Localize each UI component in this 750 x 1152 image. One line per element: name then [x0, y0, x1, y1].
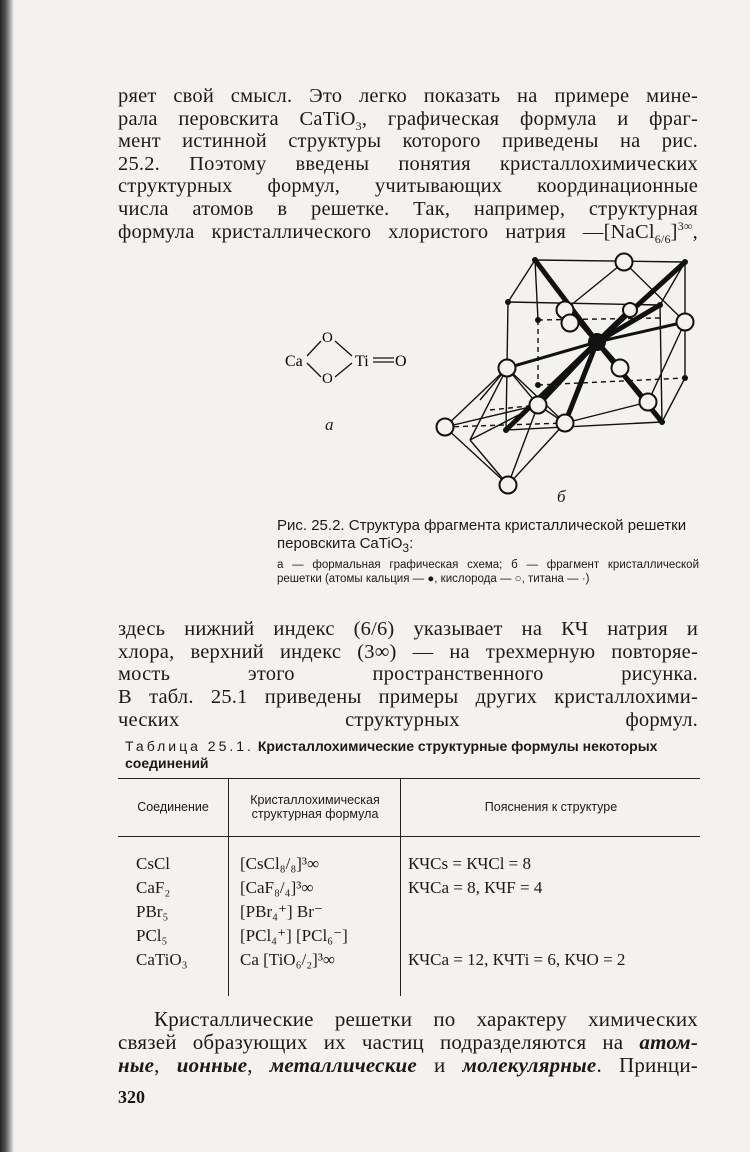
- p3-line-2: ческих структурных формул.: [118, 708, 698, 731]
- table-cell-compound: PBr₅: [136, 902, 169, 921]
- p1-line-5: структурных формул, учитывающих координационные: [118, 175, 698, 198]
- p4-sep-3: и: [416, 1053, 463, 1077]
- figure-caption-note: а — формальная графическая схема; б — фрагмент кристаллической решетки (атомы кальция — ●, кислорода — ○, титана — ·): [277, 559, 699, 585]
- table-caption: [125, 738, 700, 772]
- calcium-atom: [588, 333, 606, 351]
- paragraph-4: [118, 1008, 698, 1077]
- p4-term-metallic: металлические: [269, 1053, 417, 1077]
- p4-sep-2: ,: [247, 1053, 270, 1077]
- table-cell-formula: Ca [TiO₆/₂]³∞: [240, 950, 336, 969]
- figure-label-b: б: [557, 487, 566, 506]
- formula-table: [118, 778, 700, 996]
- p1-sub: 3: [355, 118, 362, 133]
- table-cell-compound: PCl₅: [136, 926, 168, 945]
- table-header-rule: [118, 836, 700, 837]
- caption-title-text: Рис. 25.2. Структура фрагмента кристаллической решетки перовскита CaTiO: [277, 517, 687, 552]
- p4-term-atom-end: ные: [118, 1053, 155, 1077]
- table-caption-number: Таблица 25.1.: [125, 738, 254, 754]
- table-cell-formula: [CaF₈/₄]³∞: [240, 878, 314, 897]
- table-cell-formula: [CsCl₈/₈]³∞: [240, 854, 320, 873]
- formula-o-top: O: [322, 330, 333, 346]
- formula-o-bottom: O: [322, 371, 333, 387]
- crystal-structure-diagram: [430, 250, 700, 510]
- caption-title-sub: 3: [402, 541, 410, 555]
- table-header-notes: Пояснения к структуре: [484, 800, 618, 814]
- p1-line-7: [118, 218, 698, 246]
- table-cell-note: КЧCa = 12, КЧTi = 6, КЧO = 2: [408, 950, 626, 969]
- p4-line-2: [118, 1031, 698, 1054]
- table-header-compound: Соединение: [137, 800, 209, 814]
- table-cell-compound: CsCl: [136, 854, 171, 873]
- p4-line-3: [118, 1054, 698, 1077]
- p2-line-3: мость этого пространственного рисунка.: [118, 663, 698, 686]
- formula-a-diagram: [282, 325, 422, 435]
- nacl-sup: 3∞: [677, 218, 693, 233]
- formula-ca: Ca: [285, 353, 303, 370]
- p1-line-3: мент истинной структуры которого приведены на рис.: [118, 130, 698, 153]
- paragraph-2: [118, 618, 698, 686]
- formula-o-right: O: [395, 353, 407, 370]
- p4-term-atom: атом-: [639, 1030, 699, 1054]
- p1-line-4: 25.2. Поэтому введены понятия кристаллохимических: [118, 152, 698, 175]
- table-cell-note: КЧCs = КЧCl = 8: [408, 854, 532, 873]
- caption-title-tail: :: [409, 535, 414, 552]
- p2-line-2: хлора, верхний индекс (3∞) — на трехмерную повторяе-: [118, 640, 698, 663]
- p1-line-1: ряет свой смысл. Это легко показать на примере мине-: [118, 85, 698, 107]
- p4-sep-1: ,: [154, 1053, 177, 1077]
- p1-l7-tail: ,: [692, 220, 698, 243]
- page-number: 320: [118, 1087, 145, 1107]
- table-cell-compound: CaTiO₃: [136, 950, 188, 969]
- table-cell-note: КЧCa = 8, КЧF = 4: [408, 878, 543, 897]
- p4-line-1: Кристаллические решетки по характеру химических: [154, 1007, 698, 1031]
- page-spine-shadow: [0, 0, 14, 1152]
- table-header-formula: Кристаллохимическая структурная формула: [250, 793, 380, 821]
- p4-tail: . Принци-: [596, 1053, 699, 1077]
- table-cell-formula: [PCl₄⁺] [PCl₆⁻]: [240, 926, 348, 945]
- p1-l2-head: рала перовскита CaTiO: [118, 107, 356, 130]
- table-cell-formula: [PBr₄⁺] Br⁻: [240, 902, 323, 921]
- paragraph-3: [118, 686, 698, 731]
- p1-l2-tail: , графическая формула и фраг-: [361, 107, 698, 130]
- p4-term-ionic: ионные: [176, 1053, 248, 1077]
- p4-l2-text: связей образующих их частиц подразделяются на: [118, 1030, 624, 1054]
- table-caption-title: Кристаллохимические структурные формулы некоторых соединений: [125, 738, 658, 771]
- formula-ti: Ti: [355, 353, 369, 370]
- table-cell-compound: CaF₂: [136, 878, 171, 897]
- nacl-sub: 6/6: [654, 231, 671, 246]
- p1-l7-head: формула кристаллического хлористого натрия —[NaCl: [118, 220, 655, 243]
- p1-line-2: [118, 108, 698, 131]
- figure-label-a: а: [325, 415, 334, 434]
- p1-line-6: числа атомов в решетке. Так, например, структурная: [118, 197, 698, 220]
- p4-term-molecular: молекулярные: [462, 1053, 597, 1077]
- paragraph-1: [118, 85, 698, 246]
- p3-line-1: В табл. 25.1 приведены примеры других кристаллохими-: [118, 686, 698, 708]
- p2-line-1: здесь нижний индекс (6/6) указывает на КЧ натрия и: [118, 618, 698, 640]
- nacl-close: ]: [670, 220, 678, 243]
- figure-caption-title: [277, 517, 699, 553]
